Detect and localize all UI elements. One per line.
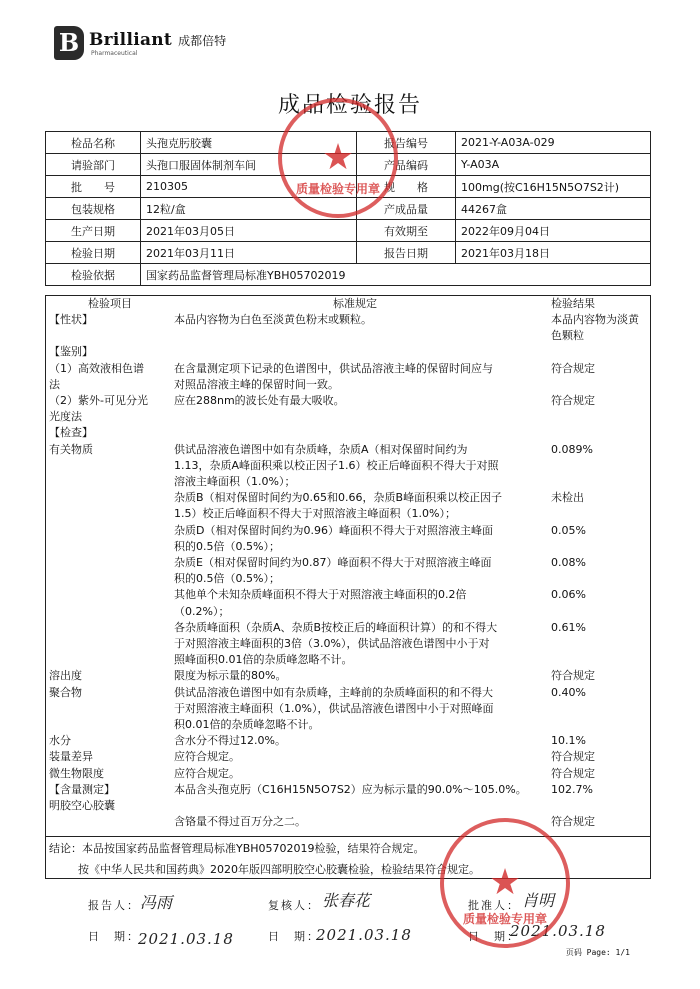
result-text: 符合规定 [551, 750, 595, 764]
approver-date: 2021.03.18 [510, 922, 606, 940]
column-header-item: 检验项目 [88, 297, 132, 310]
standard-text: 1.5）校正后峰面积不得大于对照溶液主峰面积（1.0%）； [174, 507, 456, 521]
header-row [46, 198, 651, 220]
item-text: 有关物质 [49, 442, 93, 456]
result-text: 符合规定 [551, 361, 595, 375]
page-title: 成品检验报告 [277, 93, 422, 118]
logo-cn: 成都倍特 [178, 33, 227, 48]
column-header-standard: 标准规定 [333, 297, 377, 310]
header-value: 2021-Y-A03A-029 [456, 132, 651, 154]
reporter-label: 报告人： [88, 899, 140, 912]
standard-text: （0.2%）； [174, 604, 230, 618]
seal-text-2: 质量检验专用章 [462, 912, 547, 926]
header-label: 生产日期 [46, 220, 141, 242]
standard-text: 溶液主峰面积（1.0%）； [174, 475, 296, 488]
result-text: 10.1% [551, 734, 586, 748]
result-text: 0.089% [551, 442, 593, 456]
standard-text: 对照品溶液主峰的保留时间一致。 [174, 377, 339, 391]
logo-b-icon: B [54, 26, 84, 60]
company-logo [54, 24, 226, 62]
item-text: （2）紫外-可见分光 [49, 394, 148, 407]
result-text: 本品内容物为淡黄 [551, 313, 639, 326]
standard-text: 应在288nm的波长处有最大吸收。 [174, 394, 345, 407]
item-text: 聚合物 [49, 685, 82, 699]
header-row [46, 176, 651, 198]
standard-text: 积的0.5倍（0.5%）； [174, 572, 280, 586]
result-text: 符合规定 [551, 669, 595, 683]
item-text: 明胶空心胶囊 [49, 799, 115, 812]
result-text: 0.06% [551, 588, 586, 602]
item-text: 【性状】 [49, 313, 93, 326]
reviewer-signature: 张春花 [322, 891, 371, 910]
column-header-result: 检验结果 [551, 297, 595, 310]
header-label: 检品名称 [46, 132, 141, 154]
standard-text: 积0.01倍的杂质峰忽略不计。 [174, 718, 320, 731]
header-label: 请验部门 [46, 154, 141, 176]
result-text: 未检出 [551, 491, 584, 505]
header-value: 100mg(按C16H15N5O7S2计) [456, 176, 651, 198]
standard-text: 于对照溶液主峰面积（1.0%），供试品溶液色谱图中小于对照峰面 [174, 701, 494, 715]
basis-label: 检验依据 [46, 264, 141, 286]
header-value: 头孢克肟胶囊 [141, 132, 357, 154]
conclusion-line2: 按《中华人民共和国药典》2020年版四部明胶空心胶囊检验，检验结果符合规定。 [78, 863, 480, 876]
header-label: 产品编码 [357, 154, 456, 176]
standard-text: 本品含头孢克肟（C16H15N5O7S2）应为标示量的90.0%～105.0%。 [174, 782, 527, 796]
standard-text: 1.13，杂质A峰面积乘以校正因子1.6）校正后峰面积不得大于对照 [174, 458, 499, 472]
test-items-box [45, 295, 651, 837]
standard-text: 含铬量不得过百万分之二。 [174, 815, 306, 829]
item-text: （1）高效液相色谱 [49, 361, 144, 375]
item-text: 光度法 [49, 410, 82, 424]
standard-text: 应符合规定。 [174, 750, 240, 764]
header-value: 2021年03月11日 [141, 242, 357, 264]
header-value: 44267盒 [456, 198, 651, 220]
standard-text: 在含量测定项下记录的色谱图中，供试品溶液主峰的保留时间应与 [174, 361, 493, 375]
approver-date-label: 日 期： [468, 930, 520, 943]
item-text: 【检查】 [49, 426, 93, 440]
standard-text: 杂质B（相对保留时间约为0.65和0.66，杂质B峰面积乘以校正因子 [174, 491, 503, 505]
header-label: 批 号 [46, 176, 141, 198]
result-text: 0.40% [551, 685, 586, 699]
seal-star-icon: ★ [321, 137, 355, 178]
result-text: 符合规定 [551, 815, 595, 829]
reporter-signature: 冯雨 [140, 893, 173, 912]
reviewer-date-label: 日 期： [268, 930, 320, 943]
conclusion-box [45, 837, 651, 879]
conclusion-line1: 结论：本品按国家药品监督管理局标准YBH05702019检验，结果符合规定。 [49, 842, 425, 855]
seal-star-icon: ★ [488, 862, 522, 903]
standard-text: 供试品溶液色谱图中如有杂质峰，主峰前的杂质峰面积的和不得大 [174, 685, 493, 699]
header-label: 报告日期 [357, 242, 456, 264]
reporter-date: 2021.03.18 [138, 930, 234, 948]
reviewer-date: 2021.03.18 [316, 926, 412, 944]
standard-text: 应符合规定。 [174, 766, 240, 780]
header-row [46, 220, 651, 242]
standard-text: 杂质E（相对保留时间约为0.87）峰面积不得大于对照溶液主峰面 [174, 556, 492, 569]
item-text: 溶出度 [49, 669, 82, 683]
standard-text: 积的0.5倍（0.5%）； [174, 539, 280, 553]
result-text: 0.05% [551, 523, 586, 537]
reporter-date-label: 日 期： [88, 930, 140, 943]
header-value: 头孢口服固体制剂车间 [141, 154, 357, 176]
item-text: 水分 [49, 734, 71, 748]
header-row [46, 242, 651, 264]
result-text: 0.61% [551, 620, 586, 634]
standard-text: 供试品溶液色谱图中如有杂质峰，杂质A（相对保留时间约为 [174, 442, 468, 456]
header-row [46, 154, 651, 176]
logo-brand: Brilliant [89, 29, 173, 50]
item-text: 法 [49, 377, 60, 391]
result-text: 0.08% [551, 556, 586, 569]
header-value: 2021年03月18日 [456, 242, 651, 264]
result-text: 102.7% [551, 782, 593, 796]
header-label: 检验日期 [46, 242, 141, 264]
header-row [46, 132, 651, 154]
result-text: 色颗粒 [551, 329, 584, 343]
header-table [45, 131, 651, 286]
header-row-basis [46, 264, 651, 286]
result-text: 符合规定 [551, 766, 595, 780]
header-value: 210305 [141, 176, 357, 198]
header-value: 2022年09月04日 [456, 220, 651, 242]
item-text: 微生物限度 [49, 766, 104, 780]
header-label: 产成品量 [357, 198, 456, 220]
item-text: 【含量测定】 [49, 782, 115, 796]
logo-sub: Pharmaceutical [91, 49, 138, 57]
item-text: 【鉴别】 [49, 345, 93, 359]
standard-text: 限度为标示量的80%。 [174, 669, 287, 683]
approver-signature: 肖明 [522, 891, 555, 910]
basis-value: 国家药品监督管理局标准YBH05702019 [141, 264, 651, 286]
standard-text: 杂质D（相对保留时间约为0.96）峰面积不得大于对照溶液主峰面 [174, 523, 493, 537]
header-value: 2021年03月05日 [141, 220, 357, 242]
header-label: 包装规格 [46, 198, 141, 220]
header-label: 规 格 [357, 176, 456, 198]
header-value: Y-A03A [456, 154, 651, 176]
result-text: 符合规定 [551, 394, 595, 407]
header-value: 12粒/盒 [141, 198, 357, 220]
standard-text: 于对照溶液主峰面积的3倍（3.0%），供试品溶液色谱图中小于对 [174, 637, 490, 650]
standard-text: 本品内容物为白色至淡黄色粉末或颗粒。 [174, 313, 372, 326]
header-label: 有效期至 [357, 220, 456, 242]
item-text: 装量差异 [49, 750, 93, 764]
reviewer-label: 复核人： [268, 899, 320, 912]
standard-text: 其他单个未知杂质峰面积不得大于对照溶液主峰面积的0.2倍 [174, 588, 467, 602]
standard-text: 各杂质峰面积（杂质A、杂质B按校正后的峰面积计算）的和不得大 [174, 620, 498, 634]
approver-label: 批准人： [468, 899, 520, 912]
standard-text: 照峰面积0.01倍的杂质峰忽略不计。 [174, 653, 353, 667]
seal-text-1: 质量检验专用章 [295, 182, 380, 196]
standard-text: 含水分不得过12.0%。 [174, 734, 286, 748]
page-number: 页码 Page: 1/1 [565, 948, 630, 957]
header-label: 报告编号 [357, 132, 456, 154]
